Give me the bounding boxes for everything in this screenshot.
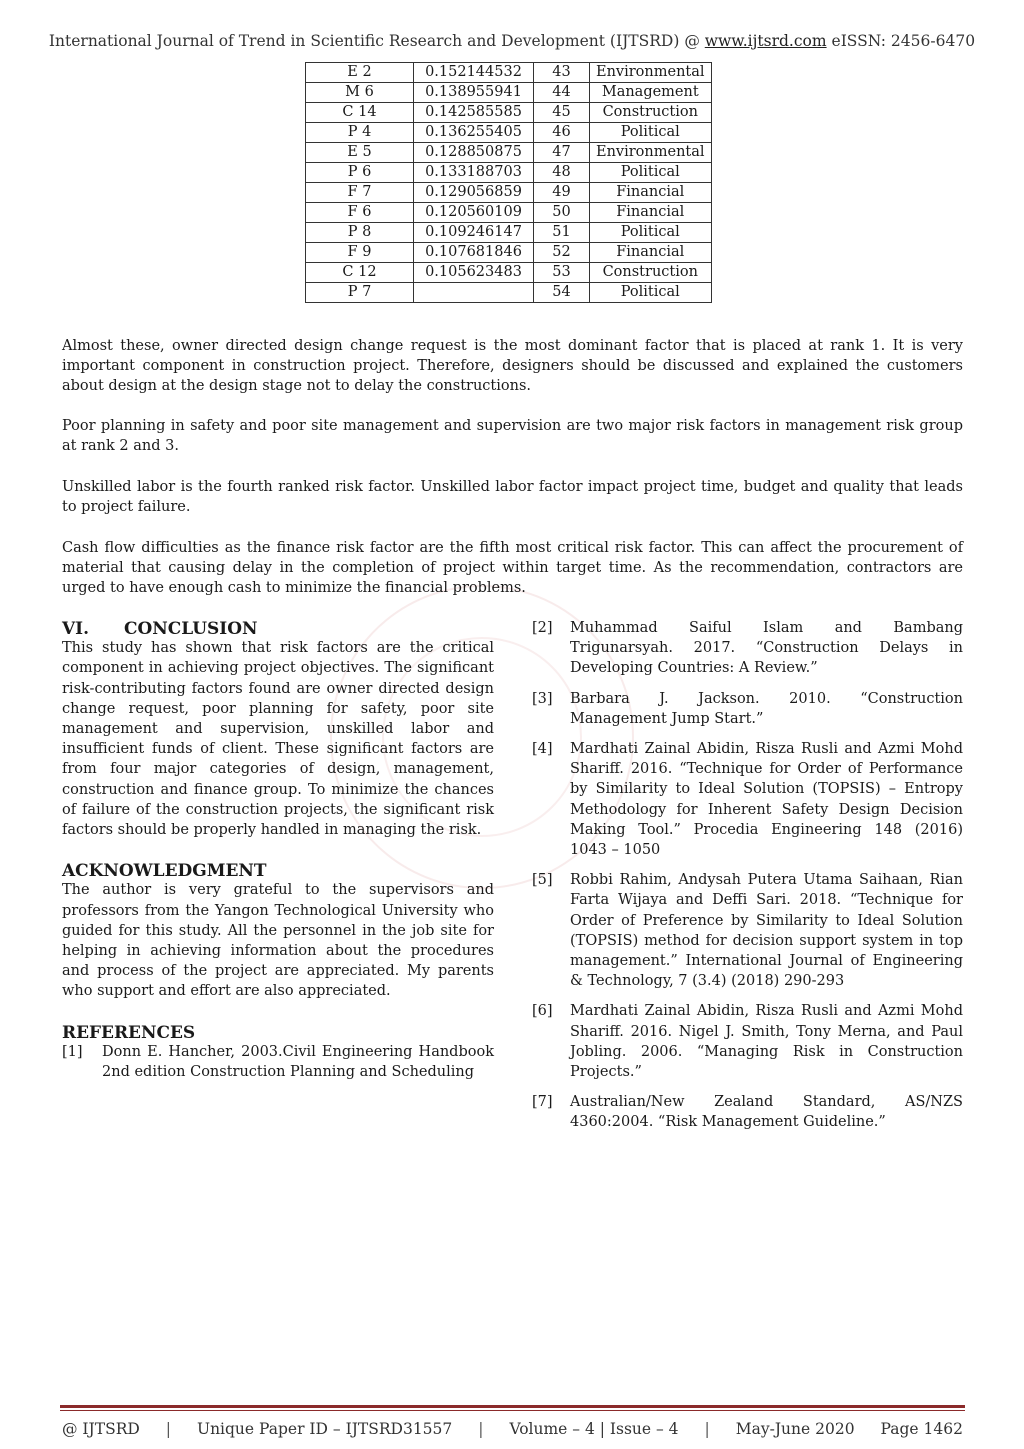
risk-code-cell: E 5 xyxy=(306,143,414,163)
table-row xyxy=(306,143,712,163)
conclusion-heading: VI. CONCLUSION xyxy=(62,618,258,638)
table-row xyxy=(306,223,712,243)
weight-cell: 0.120560109 xyxy=(414,203,534,223)
weight-cell: 0.128850875 xyxy=(414,143,534,163)
weight-cell: 0.152144532 xyxy=(414,63,534,83)
risk-code-cell: E 2 xyxy=(306,63,414,83)
rank-cell: 53 xyxy=(534,263,590,283)
weight-cell: 0.136255405 xyxy=(414,123,534,143)
category-cell: Political xyxy=(590,223,712,243)
running-header xyxy=(0,31,1024,51)
table-row xyxy=(306,283,712,303)
risk-factor-table xyxy=(305,62,712,303)
category-cell: Financial xyxy=(590,203,712,223)
weight-cell: 0.138955941 xyxy=(414,83,534,103)
footer-separator: | xyxy=(704,1420,710,1438)
weight-cell: 0.133188703 xyxy=(414,163,534,183)
rank-cell: 54 xyxy=(534,283,590,303)
body-paragraph-2: Poor planning in safety and poor site management and supervision are two major risk factors in management risk group at rank 2 and 3. xyxy=(62,418,963,455)
rank-cell: 52 xyxy=(534,243,590,263)
footer-paper-id: Unique Paper ID – IJTSRD31557 xyxy=(197,1420,453,1438)
acknowledgment-text: The author is very grateful to the supervisors and professors from the Yangon Technological University who guided for this study. All the personnel in the job site for helping in achieving information about the procedures and process of the project are appreciated. My parents who support and effort are also appreciated. xyxy=(62,882,494,1000)
reference-item: [2] Muhammad Saiful Islam and Bambang Trigunarsyah. 2017. “Construction Delays in Developing Countries: A Review.” xyxy=(532,620,963,677)
category-cell: Financial xyxy=(590,243,712,263)
weight-cell: 0.109246147 xyxy=(414,223,534,243)
category-cell: Environmental xyxy=(590,143,712,163)
risk-code-cell: C 14 xyxy=(306,103,414,123)
reference-item: [7] Australian/New Zealand Standard, AS/NZS 4360:2004. “Risk Management Guideline.” xyxy=(532,1094,963,1131)
reference-item: [5] Robbi Rahim, Andysah Putera Utama Saihaan, Rian Farta Wijaya and Deffi Sari. 2018. “Technique for Order of Preference by Similarity to Ideal Solution (TOPSIS) method for decision support system in top management.” International Journal of Engineering & Technology, 7 (3.4) (2018) 290-293 xyxy=(532,872,963,990)
table-row xyxy=(306,203,712,223)
header-website-link[interactable]: www.ijtsrd.com xyxy=(704,32,827,50)
rank-cell: 43 xyxy=(534,63,590,83)
table-row xyxy=(306,83,712,103)
risk-code-cell: P 4 xyxy=(306,123,414,143)
risk-code-cell: M 6 xyxy=(306,83,414,103)
weight-cell: 0.129056859 xyxy=(414,183,534,203)
table-row xyxy=(306,243,712,263)
body-paragraph-3: Unskilled labor is the fourth ranked risk factor. Unskilled labor factor impact project time, budget and quality that leads to project failure. xyxy=(62,479,963,516)
risk-code-cell: P 7 xyxy=(306,283,414,303)
footer-rule-thin xyxy=(60,1410,965,1411)
footer-page-number: Page 1462 xyxy=(880,1420,963,1438)
table-row xyxy=(306,103,712,123)
footer-separator: | xyxy=(165,1420,172,1438)
category-cell: Political xyxy=(590,163,712,183)
footer-volume-issue: Volume – 4 | Issue – 4 xyxy=(509,1420,679,1438)
footer-separator: | xyxy=(478,1420,484,1438)
rank-cell: 47 xyxy=(534,143,590,163)
category-cell: Political xyxy=(590,283,712,303)
right-column xyxy=(532,618,963,1143)
footer-rule-thick xyxy=(60,1405,965,1408)
weight-cell: 0.107681846 xyxy=(414,243,534,263)
category-cell: Construction xyxy=(590,263,712,283)
footer-date: May-June 2020 xyxy=(735,1420,855,1438)
header-issn: eISSN: 2456-6470 xyxy=(831,32,976,50)
table-row xyxy=(306,63,712,83)
weight-cell: 0.105623483 xyxy=(414,263,534,283)
rank-cell: 46 xyxy=(534,123,590,143)
category-cell: Financial xyxy=(590,183,712,203)
acknowledgment-heading: ACKNOWLEDGMENT xyxy=(62,860,267,881)
rank-cell: 44 xyxy=(534,83,590,103)
reference-item: [3] Barbara J. Jackson. 2010. “Construction Management Jump Start.” xyxy=(532,690,963,727)
risk-code-cell: F 6 xyxy=(306,203,414,223)
weight-cell: 0.142585585 xyxy=(414,103,534,123)
category-cell: Management xyxy=(590,83,712,103)
risk-code-cell: F 7 xyxy=(306,183,414,203)
running-footer xyxy=(62,1419,963,1439)
rank-cell: 50 xyxy=(534,203,590,223)
table-row xyxy=(306,183,712,203)
weight-cell xyxy=(414,283,534,303)
category-cell: Construction xyxy=(590,103,712,123)
reference-item: [6] Mardhati Zainal Abidin, Risza Rusli and Azmi Mohd Shariff. 2016. Nigel J. Smith, Tony Merna, and Paul Jobling. 2006. “Managing Risk in Construction Projects.” xyxy=(532,1003,963,1081)
rank-cell: 51 xyxy=(534,223,590,243)
rank-cell: 49 xyxy=(534,183,590,203)
left-column xyxy=(62,618,494,1092)
references-heading: REFERENCES xyxy=(62,1021,196,1042)
footer-journal: @ IJTSRD xyxy=(62,1420,140,1438)
conclusion-text: This study has shown that risk factors are the critical component in achieving project objectives. The significant risk-contributing factors found are owner directed design change request, poor planning for safety, poor site management and supervision, unskilled labor and insufficient funds of client. These significant factors are from four major categories of design, management, construction and finance group. To minimize the chances of failure of the construction projects, the significant risk factors should be properly handled in managing the risk. xyxy=(62,640,494,839)
table-row xyxy=(306,123,712,143)
rank-cell: 45 xyxy=(534,103,590,123)
table-row xyxy=(306,163,712,183)
header-journal-title: International Journal of Trend in Scientific Research and Development (IJTSRD) @ xyxy=(48,32,700,50)
rank-cell: 48 xyxy=(534,163,590,183)
table-row xyxy=(306,263,712,283)
risk-code-cell: P 8 xyxy=(306,223,414,243)
category-cell: Political xyxy=(590,123,712,143)
body-paragraph-4: Cash flow difficulties as the finance risk factor are the fifth most critical risk factor. This can affect the procurement of material that causing delay in the completion of project within target time. As the recommendation, contractors are urged to have enough cash to minimize the financial problems. xyxy=(62,540,963,597)
reference-item: [1] Donn E. Hancher, 2003.Civil Engineering Handbook 2nd edition Construction Planning and Scheduling xyxy=(62,1043,494,1081)
risk-code-cell: C 12 xyxy=(306,263,414,283)
risk-code-cell: P 6 xyxy=(306,163,414,183)
category-cell: Environmental xyxy=(590,63,712,83)
body-paragraph-1: Almost these, owner directed design change request is the most dominant factor that is placed at rank 1. It is very important component in construction project. Therefore, designers should be discussed and explained the customers about design at the design stage not to delay the constructions. xyxy=(62,338,963,395)
reference-item: [4] Mardhati Zainal Abidin, Risza Rusli and Azmi Mohd Shariff. 2016. “Technique for Order of Performance by Similarity to Ideal Solution (TOPSIS) – Entropy Methodology for Inherent Safety Design Decision Making Tool.” Procedia Engineering 148 (2016) 1043 – 1050 xyxy=(532,741,963,859)
risk-code-cell: F 9 xyxy=(306,243,414,263)
